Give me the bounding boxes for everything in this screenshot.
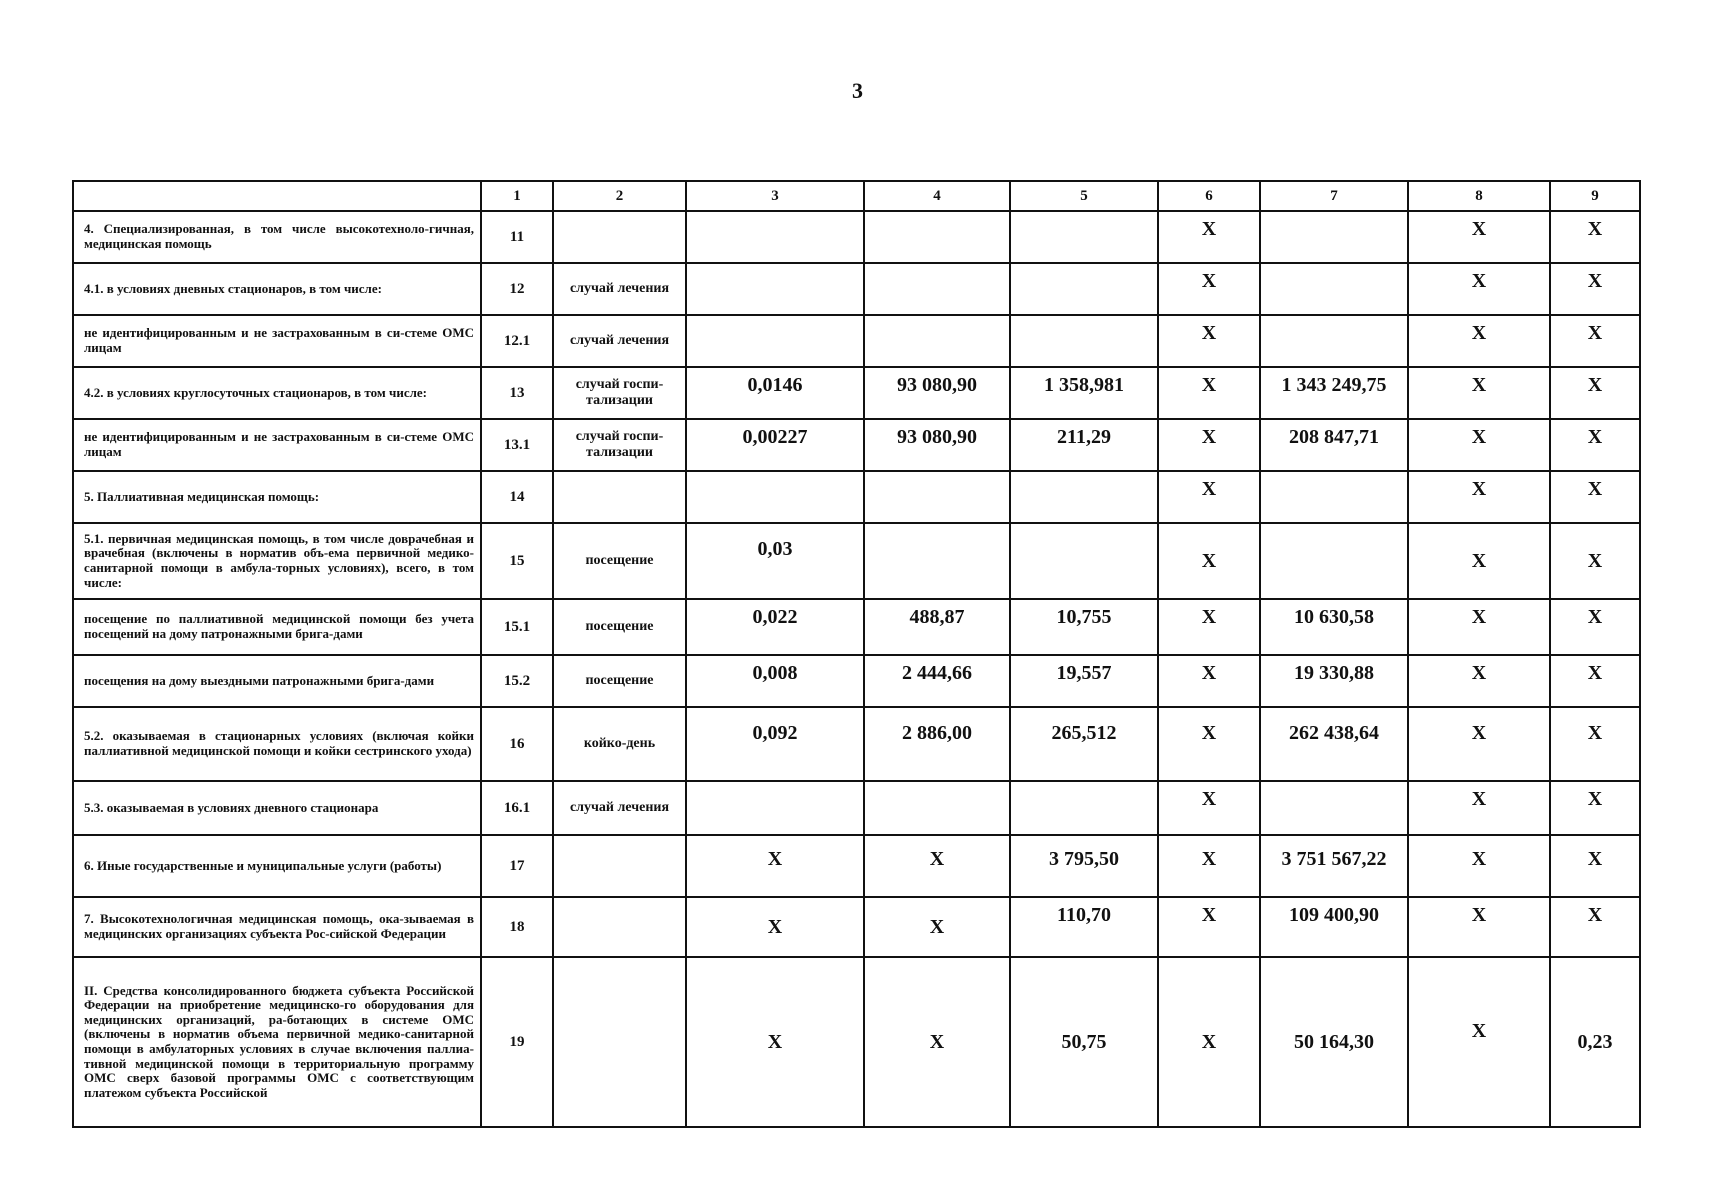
value-cell xyxy=(686,263,864,315)
row-number: 15 xyxy=(481,523,553,599)
value-cell: 0,092 xyxy=(686,707,864,781)
value-cell: X xyxy=(1550,707,1640,781)
value-cell: X xyxy=(1408,471,1550,523)
table-row xyxy=(73,367,1640,419)
value-cell: X xyxy=(1408,707,1550,781)
table-row xyxy=(73,263,1640,315)
row-number: 12.1 xyxy=(481,315,553,367)
value-cell xyxy=(864,315,1010,367)
table-row xyxy=(73,897,1640,957)
value-cell: X xyxy=(1408,263,1550,315)
value-cell: X xyxy=(1550,263,1640,315)
row-description: 5.3. оказываемая в условиях дневного стационара xyxy=(73,781,481,835)
value-cell xyxy=(1010,315,1158,367)
value-cell xyxy=(864,781,1010,835)
value-cell: 0,00227 xyxy=(686,419,864,471)
row-number: 15.1 xyxy=(481,599,553,655)
value-cell: X xyxy=(864,897,1010,957)
value-cell: 0,23 xyxy=(1550,957,1640,1127)
value-cell: X xyxy=(1550,367,1640,419)
value-cell: 211,29 xyxy=(1010,419,1158,471)
value-cell: X xyxy=(864,835,1010,897)
value-cell: X xyxy=(686,897,864,957)
value-cell: 1 343 249,75 xyxy=(1260,367,1408,419)
row-description: 4.1. в условиях дневных стационаров, в том числе: xyxy=(73,263,481,315)
value-cell: X xyxy=(1550,897,1640,957)
value-cell: 0,0146 xyxy=(686,367,864,419)
unit-cell xyxy=(553,471,686,523)
value-cell xyxy=(864,211,1010,263)
value-cell xyxy=(1010,263,1158,315)
value-cell: X xyxy=(1158,707,1260,781)
header-row xyxy=(73,181,1640,211)
value-cell: 110,70 xyxy=(1010,897,1158,957)
row-description: 4.2. в условиях круглосуточных стационаров, в том числе: xyxy=(73,367,481,419)
unit-cell: случай лечения xyxy=(553,781,686,835)
value-cell: X xyxy=(1408,315,1550,367)
value-cell: X xyxy=(1408,599,1550,655)
table-row xyxy=(73,781,1640,835)
value-cell: X xyxy=(1550,781,1640,835)
value-cell: 93 080,90 xyxy=(864,367,1010,419)
value-cell: 262 438,64 xyxy=(1260,707,1408,781)
value-cell: X xyxy=(1550,835,1640,897)
row-description: посещение по паллиативной медицинской помощи без учета посещений на дому патронажными брига-дами xyxy=(73,599,481,655)
value-cell: X xyxy=(1408,211,1550,263)
value-cell xyxy=(1260,471,1408,523)
value-cell xyxy=(1260,781,1408,835)
value-cell xyxy=(1260,523,1408,599)
value-cell: X xyxy=(1408,419,1550,471)
table-row xyxy=(73,471,1640,523)
table-row xyxy=(73,211,1640,263)
value-cell: 0,008 xyxy=(686,655,864,707)
page-number: 3 xyxy=(852,78,863,103)
value-cell: X xyxy=(1158,781,1260,835)
row-number: 18 xyxy=(481,897,553,957)
value-cell xyxy=(1010,781,1158,835)
header-cell: 5 xyxy=(1010,181,1158,211)
row-number: 13 xyxy=(481,367,553,419)
value-cell: 1 358,981 xyxy=(1010,367,1158,419)
header-cell: 6 xyxy=(1158,181,1260,211)
value-cell: X xyxy=(686,957,864,1127)
value-cell xyxy=(1260,263,1408,315)
row-number: 16 xyxy=(481,707,553,781)
row-number: 16.1 xyxy=(481,781,553,835)
value-cell: 3 795,50 xyxy=(1010,835,1158,897)
row-number: 14 xyxy=(481,471,553,523)
row-number: 15.2 xyxy=(481,655,553,707)
value-cell: X xyxy=(1550,523,1640,599)
value-cell: 19 330,88 xyxy=(1260,655,1408,707)
row-description: 6. Иные государственные и муниципальные услуги (работы) xyxy=(73,835,481,897)
value-cell: 265,512 xyxy=(1010,707,1158,781)
value-cell xyxy=(864,263,1010,315)
table-row xyxy=(73,655,1640,707)
value-cell: 3 751 567,22 xyxy=(1260,835,1408,897)
value-cell: X xyxy=(1158,315,1260,367)
value-cell: 0,03 xyxy=(686,523,864,599)
financing-table xyxy=(72,180,1641,1128)
value-cell: X xyxy=(1550,471,1640,523)
header-cell xyxy=(73,181,481,211)
unit-cell: посещение xyxy=(553,599,686,655)
value-cell: 2 886,00 xyxy=(864,707,1010,781)
value-cell: 10 630,58 xyxy=(1260,599,1408,655)
unit-cell xyxy=(553,835,686,897)
value-cell xyxy=(1010,523,1158,599)
header-cell: 2 xyxy=(553,181,686,211)
value-cell: X xyxy=(1408,957,1550,1127)
value-cell: 10,755 xyxy=(1010,599,1158,655)
value-cell: 19,557 xyxy=(1010,655,1158,707)
value-cell: X xyxy=(864,957,1010,1127)
value-cell xyxy=(1260,315,1408,367)
row-description: II. Средства консолидированного бюджета субъекта Российской Федерации на приобретение медицинско-го оборудования для медицинских организаций, ра-ботающих в системе ОМС (включены в норматив объема первичной медико-санитарной помощи в амбулаторных условиях в случае включения паллиа-тивной медицинской помощи в территориальную программу ОМС сверх базовой программы ОМС с соответствующим платежом субъекта Российской xyxy=(73,957,481,1127)
row-description: 5.1. первичная медицинская помощь, в том числе доврачебная и врачебная (включены в норматив объ-ема первичной медико-санитарной помощи в амбула-торных условиях), всего, в том числе: xyxy=(73,523,481,599)
table-row xyxy=(73,835,1640,897)
value-cell: 2 444,66 xyxy=(864,655,1010,707)
value-cell: X xyxy=(1408,781,1550,835)
value-cell xyxy=(1260,211,1408,263)
value-cell: X xyxy=(1550,655,1640,707)
header-cell: 7 xyxy=(1260,181,1408,211)
value-cell: X xyxy=(1550,211,1640,263)
value-cell: 208 847,71 xyxy=(1260,419,1408,471)
row-description: посещения на дому выездными патронажными брига-дами xyxy=(73,655,481,707)
header-cell: 4 xyxy=(864,181,1010,211)
table-row xyxy=(73,599,1640,655)
value-cell: X xyxy=(686,835,864,897)
value-cell xyxy=(686,315,864,367)
value-cell xyxy=(864,471,1010,523)
table-row xyxy=(73,315,1640,367)
unit-cell: койко-день xyxy=(553,707,686,781)
value-cell: X xyxy=(1158,471,1260,523)
unit-cell: случай лечения xyxy=(553,263,686,315)
value-cell xyxy=(864,523,1010,599)
row-number: 13.1 xyxy=(481,419,553,471)
value-cell: X xyxy=(1550,315,1640,367)
table-row xyxy=(73,707,1640,781)
table-row xyxy=(73,419,1640,471)
value-cell: X xyxy=(1158,367,1260,419)
row-number: 17 xyxy=(481,835,553,897)
unit-cell: случай госпи-тализации xyxy=(553,367,686,419)
value-cell: 109 400,90 xyxy=(1260,897,1408,957)
value-cell: X xyxy=(1158,897,1260,957)
row-description: 4. Специализированная, в том числе высокотехноло-гичная, медицинская помощь xyxy=(73,211,481,263)
row-description: 5. Паллиативная медицинская помощь: xyxy=(73,471,481,523)
value-cell: 488,87 xyxy=(864,599,1010,655)
value-cell: X xyxy=(1158,523,1260,599)
value-cell: 0,022 xyxy=(686,599,864,655)
value-cell xyxy=(1010,471,1158,523)
value-cell: X xyxy=(1158,835,1260,897)
row-number: 19 xyxy=(481,957,553,1127)
unit-cell: случай лечения xyxy=(553,315,686,367)
unit-cell: посещение xyxy=(553,523,686,599)
value-cell: X xyxy=(1158,957,1260,1127)
header-cell: 8 xyxy=(1408,181,1550,211)
row-description: не идентифицированным и не застрахованным в си-стеме ОМС лицам xyxy=(73,315,481,367)
value-cell: 93 080,90 xyxy=(864,419,1010,471)
unit-cell: случай госпи-тализации xyxy=(553,419,686,471)
unit-cell xyxy=(553,957,686,1127)
value-cell xyxy=(686,211,864,263)
table-row xyxy=(73,957,1640,1127)
value-cell: X xyxy=(1158,263,1260,315)
value-cell: X xyxy=(1408,897,1550,957)
value-cell: X xyxy=(1158,419,1260,471)
unit-cell xyxy=(553,211,686,263)
value-cell: X xyxy=(1408,523,1550,599)
value-cell: 50,75 xyxy=(1010,957,1158,1127)
value-cell: X xyxy=(1158,211,1260,263)
value-cell: 50 164,30 xyxy=(1260,957,1408,1127)
table-row xyxy=(73,523,1640,599)
value-cell: X xyxy=(1408,835,1550,897)
header-cell: 1 xyxy=(481,181,553,211)
value-cell: X xyxy=(1158,655,1260,707)
value-cell: X xyxy=(1158,599,1260,655)
header-cell: 3 xyxy=(686,181,864,211)
row-description: 5.2. оказываемая в стационарных условиях (включая койки паллиативной медицинской помощи и койки сестринского ухода) xyxy=(73,707,481,781)
unit-cell xyxy=(553,897,686,957)
value-cell: X xyxy=(1408,655,1550,707)
value-cell: X xyxy=(1550,599,1640,655)
row-number: 11 xyxy=(481,211,553,263)
header-cell: 9 xyxy=(1550,181,1640,211)
value-cell xyxy=(1010,211,1158,263)
unit-cell: посещение xyxy=(553,655,686,707)
value-cell xyxy=(686,471,864,523)
row-description: 7. Высокотехнологичная медицинская помощь, ока-зываемая в медицинских организациях субъекта Рос-сийской Федерации xyxy=(73,897,481,957)
value-cell: X xyxy=(1408,367,1550,419)
value-cell xyxy=(686,781,864,835)
row-description: не идентифицированным и не застрахованным в си-стеме ОМС лицам xyxy=(73,419,481,471)
row-number: 12 xyxy=(481,263,553,315)
value-cell: X xyxy=(1550,419,1640,471)
